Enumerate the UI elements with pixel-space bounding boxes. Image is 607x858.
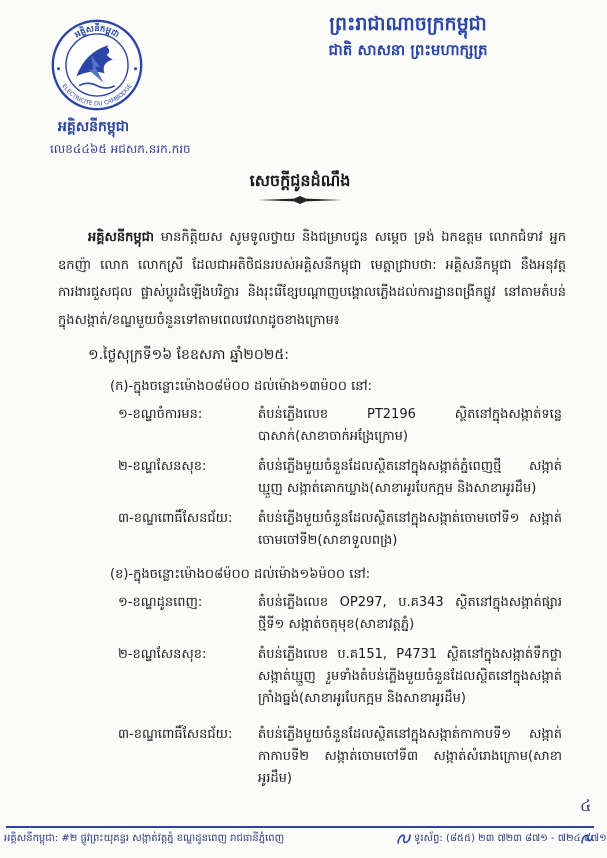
seal-dot-left	[57, 67, 60, 70]
district-label: ១-ខណ្ឌចំការមន:	[118, 407, 203, 422]
district-label: ៣-ខណ្ឌពោធិ៍សែនជ័យ:	[118, 727, 233, 742]
footer-divider	[6, 826, 594, 828]
page-mark: ៤	[580, 796, 592, 815]
area-description: តំបន់ភ្លើងលេខ OP297, ប.គ343 ស្ថិតនៅក្នុងសង្កាត់ផ្សារថ្មីទី១ សង្កាត់ចតុមុខ(សាខាវត្តភ្នំ)	[258, 595, 562, 632]
seal-bottom-text: ELECTRICITE DU CAMBODGE	[60, 83, 134, 108]
footer-phone: ទូរស័ព្ទ: (៨៥៥) ២៣ ៧២៣ ៨៧១ - ៧២៤ ៩៧១	[414, 833, 607, 844]
schedule-date-heading: ១.ថ្ងៃសុក្រទី១៦ ខែឧសភា ឆ្នាំ២០២៥:	[88, 347, 289, 363]
outage-schedule	[0, 342, 600, 792]
kingdom-header	[238, 10, 578, 62]
list-item	[118, 724, 562, 790]
area-description: តំបន់ភ្លើងលេខ PT2196 ស្ថិតនៅក្នុងសង្កាត់ទន្លេបាសាក់(សាខាចាក់អង្រែក្រោម)	[258, 407, 562, 444]
khmer-ornament-icon	[396, 829, 412, 847]
area-description: តំបន់ភ្លើងមួយចំនួនដែលស្ថិតនៅក្នុងសង្កាត់ចោមចៅទី១ សង្កាត់ចោមចៅទី២(សាខាទួលពង្រ)	[258, 511, 562, 548]
period-heading-a: (ក)-ក្នុងចន្លោះម៉ោង០៨ម៉០០ ដល់ម៉ោង១៣ម៉០០ នៅ:	[110, 379, 373, 394]
intro-body: មានកិត្តិយស សូមទូលថ្វាយ និងជម្រាបជូន សម្តេច ទ្រង់ ឯកឧត្តម លោកជំទាវ អ្នកឧកញ៉ា លោក លោកស្រី ដែលជាអតិថិជនរបស់អគ្គិសនីកម្ពុជា មេត្តាជ្រាបថា: អគ្គិសនីកម្ពុជា នឹងអនុវត្តការងារជួសជុល ផ្លាស់ប្តូរដំឡើងបរិក្ខារ និងរុះរើខ្សែបណ្តាញបង្គោលភ្លើងដល់ការដ្ឋានពង្រីកផ្លូវ នៅតាមតំបន់ក្នុងសង្កាត់/ខណ្ឌមួយចំនួនទៅតាមពេលវេលាដូចខាងក្រោម៖	[58, 230, 566, 328]
district-label: ២-ខណ្ឌសែនសុខ:	[118, 459, 207, 474]
area-description: តំបន់ភ្លើងមួយចំនួនដែលស្ថិតនៅក្នុងសង្កាត់កាកាបទី១ សង្កាត់កាកាបទី២ សង្កាត់ចោមចៅទី៣ សង្កាត់សំរោងក្រោម(សាខាអូរដឹម)	[258, 727, 562, 786]
seal-dot-right	[134, 67, 137, 70]
intro-lead: អគ្គិសនីកម្ពុជា	[88, 230, 155, 245]
area-description: តំបន់ភ្លើងលេខ ប.គ151, P4731 ស្ថិតនៅក្នុងសង្កាត់ទឹកថ្លា សង្កាត់ឃ្មួញ រួមទាំងតំបន់ភ្លើងមួយចំនួនដែលស្ថិតនៅក្នុងសង្កាត់ក្រាំងធ្នង់(សាខាអូរបែកក្អម និងសាខាអូរដឹម)	[258, 647, 562, 706]
footer-corner-ornament-icon	[580, 829, 594, 847]
district-label: ១-ខណ្ឌដូនពេញ:	[118, 595, 203, 610]
organization-name: អគ្គិសនីកម្ពុជា	[58, 119, 130, 135]
area-description: តំបន់ភ្លើងមួយចំនួនដែលស្ថិតនៅក្នុងសង្កាត់ភ្នំពេញថ្មី សង្កាត់ឃ្មួញ សង្កាត់គោកឃ្លាង(សាខាអូរបែកក្អម និងសាខាអូរដឹម)	[258, 459, 562, 496]
footer-address: អគ្គិសនីកម្ពុជា: #២ ផ្លូវព្រះយុគន្ធរ សង្កាត់វត្តភ្នំ ខណ្ឌដូនពេញ រាជធានីភ្នំពេញ	[4, 833, 285, 844]
list-item	[118, 644, 562, 710]
national-motto: ជាតិ សាសនា ព្រះមហាក្សត្រ	[328, 41, 488, 59]
list-item	[118, 592, 562, 636]
page-title: សេចក្តីជូនដំណឹង	[249, 171, 351, 190]
edc-seal-icon	[50, 18, 144, 112]
period-heading-b: (ខ)-ក្នុងចន្លោះម៉ោង០៨ម៉០០ ដល់ម៉ោង១៦ម៉០០ នៅ:	[110, 567, 371, 582]
district-label: ២-ខណ្ឌសែនសុខ:	[118, 647, 207, 662]
reference-number: លេខ៤៤៦៥ អជសក.នរក.ករច	[50, 142, 191, 156]
list-item	[118, 508, 562, 552]
intro-paragraph	[58, 224, 566, 336]
district-label: ៣-ខណ្ឌពោធិ៍សែនជ័យ:	[118, 511, 233, 526]
title-divider-ornament	[258, 195, 342, 205]
kingdom-name: ព្រះរាជាណាចក្រកម្ពុជា	[329, 13, 487, 35]
list-item	[118, 404, 562, 448]
seal-top-text: អគ្គិសនីកម្ពុជា	[72, 23, 122, 40]
list-item	[118, 456, 562, 500]
